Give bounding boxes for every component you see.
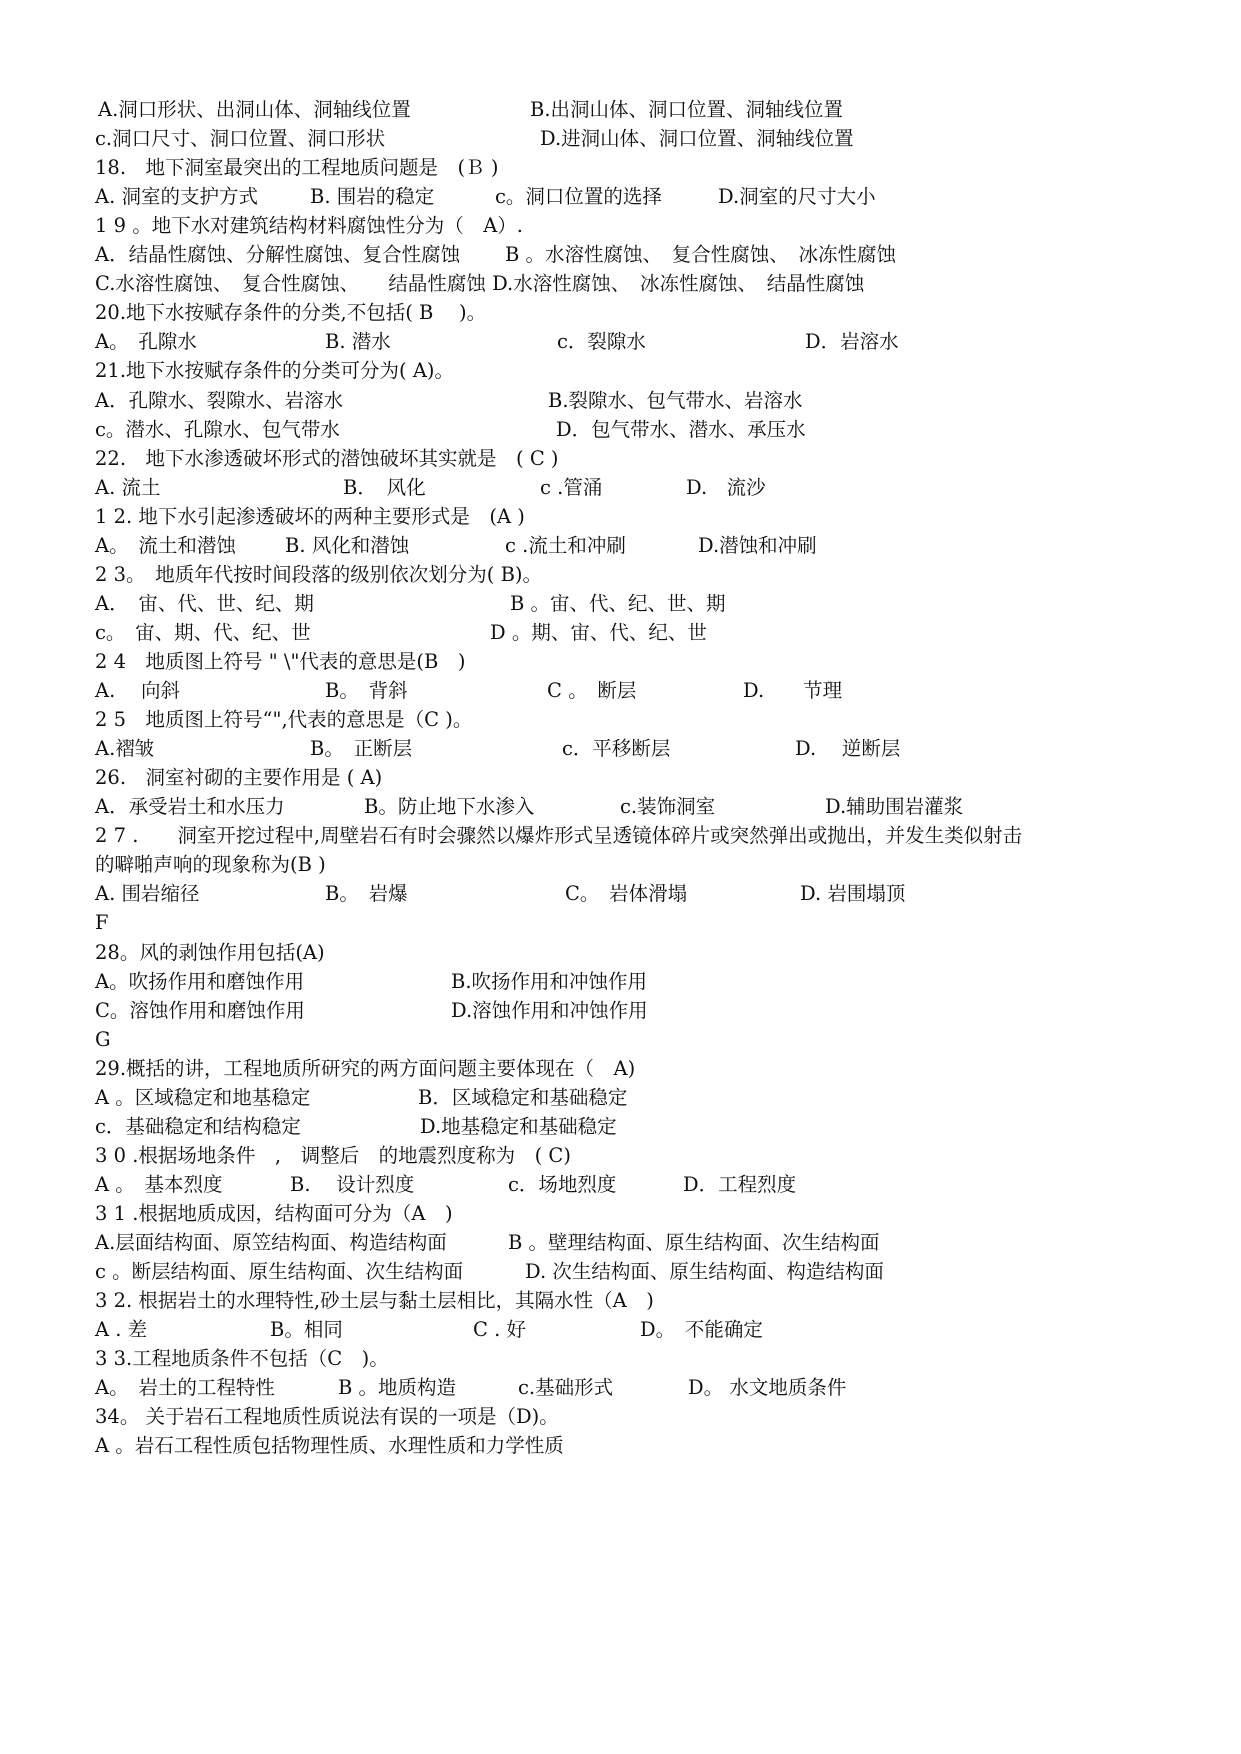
- line-text: 20.地下水按赋存条件的分类,不包括( B )。: [95, 301, 487, 325]
- text-line: [0, 996, 1241, 1026]
- line-text: 28。风的剥蚀作用包括(A): [95, 940, 325, 964]
- option-text: A 。区域稳定和地基稳定: [95, 1085, 311, 1109]
- text-line: [0, 908, 1241, 938]
- option-text: c．平移断层: [562, 737, 671, 761]
- line-text: A 。岩石工程性质包括物理性质、水理性质和力学性质: [95, 1434, 564, 1458]
- text-line: [0, 327, 1241, 357]
- text-line: [0, 1315, 1241, 1345]
- line-text: 的噼啪声响的现象称为(B ): [95, 853, 326, 877]
- option-text: A． 宙、代、世、纪、期: [95, 591, 314, 615]
- option-text: A.褶皱: [95, 737, 155, 761]
- text-line: [0, 502, 1241, 532]
- option-text: D.潜蚀和冲刷: [698, 533, 817, 557]
- option-text: D.地基稳定和基础稳定: [420, 1114, 617, 1138]
- text-line: [0, 560, 1241, 590]
- text-line: [0, 1054, 1241, 1084]
- line-text: 3 2. 根据岩土的水理特性,砂土层与黏土层相比，其隔水性（A ): [95, 1289, 654, 1312]
- option-text: c.装饰洞室: [620, 795, 716, 819]
- text-line: [0, 1112, 1241, 1142]
- text-line: [0, 473, 1241, 503]
- option-text: c.洞口尺寸、洞口位置、洞口形状: [95, 127, 386, 150]
- option-text: D. 节理: [743, 679, 843, 702]
- option-text: B.出洞山体、洞口位置、洞轴线位置: [530, 98, 844, 121]
- option-text: B.吹扬作用和冲蚀作用: [451, 969, 648, 993]
- option-text: C 。 断层: [547, 679, 637, 702]
- text-line: [0, 356, 1241, 386]
- line-text: 21.地下水按赋存条件的分类可分为( A)。: [95, 359, 455, 383]
- text-line: [0, 792, 1241, 822]
- text-line: [0, 95, 1241, 125]
- option-text: A. 向斜: [95, 679, 180, 702]
- text-line: [0, 211, 1241, 241]
- text-line: [0, 444, 1241, 474]
- text-line: [0, 1228, 1241, 1258]
- text-line: [0, 182, 1241, 212]
- text-line: [0, 1257, 1241, 1287]
- line-text: 3 0 .根据场地条件 , 调整后 的地震烈度称为 ( C): [95, 1143, 571, 1167]
- text-line: [0, 1199, 1241, 1229]
- option-text: D．包气带水、潜水、承压水: [556, 417, 806, 441]
- option-text: D. 次生结构面、原生结构面、构造结构面: [525, 1260, 884, 1283]
- option-text: B。 岩爆: [325, 882, 408, 906]
- option-text: B. 设计烈度: [290, 1172, 415, 1196]
- text-line: [0, 1141, 1241, 1171]
- option-text: A．孔隙水、裂隙水、岩溶水: [95, 388, 344, 412]
- option-text: D．岩溶水: [805, 330, 899, 354]
- option-text: C。 岩体滑塌: [565, 882, 688, 906]
- option-text: D．工程烈度: [683, 1172, 797, 1196]
- text-line: [0, 1402, 1241, 1432]
- text-line: [0, 1170, 1241, 1200]
- option-text: A.洞口形状、出洞山体、洞轴线位置: [98, 98, 411, 121]
- line-text: 3 3.工程地质条件不包括（C )。: [95, 1347, 389, 1371]
- option-text: B 。壁理结构面、原生结构面、次生结构面: [508, 1231, 880, 1254]
- option-text: B。防止地下水渗入: [364, 795, 535, 819]
- option-text: B.裂隙水、包气带水、岩溶水: [548, 388, 803, 412]
- option-text: D.进洞山体、洞口位置、洞轴线位置: [540, 127, 854, 150]
- line-text: 26. 洞室衬砌的主要作用是 ( A): [95, 766, 383, 790]
- option-text: D.辅助围岩灌浆: [825, 795, 964, 819]
- option-text: A. 围岩缩径: [95, 882, 200, 906]
- option-text: c。 宙、期、代、纪、世: [95, 620, 311, 644]
- option-text: A．结晶性腐蚀、分解性腐蚀、复合性腐蚀: [95, 243, 461, 267]
- line-text: C.水溶性腐蚀、 复合性腐蚀、 结晶性腐蚀 D.水溶性腐蚀、 冰冻性腐蚀、 结晶性腐蚀: [95, 272, 865, 296]
- option-text: A 。 基本烈度: [95, 1172, 223, 1196]
- option-text: A。 流土和潜蚀: [95, 533, 236, 557]
- option-text: D.洞室的尺寸大小: [718, 185, 876, 209]
- option-text: B. 潜水: [325, 330, 391, 354]
- option-text: B 。水溶性腐蚀、 复合性腐蚀、 冰冻性腐蚀: [505, 243, 897, 267]
- line-text: F: [95, 911, 109, 935]
- option-text: B. 风化和潜蚀: [285, 533, 410, 557]
- line-text: 2 3。 地质年代按时间段落的级别依次划分为( B)。: [95, 562, 543, 586]
- option-text: c。潜水、孔隙水、包气带水: [95, 417, 340, 441]
- option-text: c 。断层结构面、原生结构面、次生结构面: [95, 1260, 464, 1283]
- text-line: [0, 153, 1241, 183]
- text-line: [0, 618, 1241, 648]
- option-text: A. 洞室的支护方式: [95, 185, 258, 209]
- text-line: [0, 589, 1241, 619]
- line-text: 1 2. 地下水引起渗透破坏的两种主要形式是 (A ): [95, 504, 525, 528]
- text-line: [0, 763, 1241, 793]
- option-text: c .流土和冲刷: [505, 533, 626, 557]
- option-text: B。 正断层: [310, 737, 413, 761]
- option-text: A．承受岩土和水压力: [95, 795, 285, 819]
- line-text: 1 9 。地下水对建筑结构材料腐蚀性分为（ A）.: [95, 214, 523, 238]
- option-text: B 。宙、代、纪、世、期: [510, 591, 726, 615]
- option-text: D. 逆断层: [795, 737, 901, 761]
- option-text: B． 风化: [343, 475, 426, 499]
- line-text: 2 7 . 洞室开挖过程中,周壁岩石有时会骤然以爆炸形式呈透镜体碎片或突然弹出或抛出，并发生类似射击: [95, 824, 1023, 848]
- option-text: c．裂隙水: [557, 330, 646, 354]
- option-text: B. 围岩的稳定: [310, 185, 435, 209]
- text-line: [0, 269, 1241, 299]
- line-text: 2 5 地质图上符号“",代表的意思是（C )。: [95, 708, 473, 732]
- option-text: A . 差: [95, 1318, 148, 1342]
- text-line: [0, 531, 1241, 561]
- text-line: [0, 879, 1241, 909]
- text-line: [0, 298, 1241, 328]
- text-line: [0, 938, 1241, 968]
- text-line: [0, 240, 1241, 270]
- text-line: [0, 734, 1241, 764]
- option-text: c .管涌: [540, 475, 603, 499]
- line-text: 2 4 地质图上符号 " \"代表的意思是(B ): [95, 650, 466, 673]
- option-text: c．场地烈度: [508, 1172, 617, 1196]
- text-line: [0, 1431, 1241, 1461]
- text-line: [0, 1083, 1241, 1113]
- text-line: [0, 1344, 1241, 1374]
- option-text: A。吹扬作用和磨蚀作用: [95, 969, 305, 993]
- option-text: C . 好: [473, 1318, 527, 1342]
- text-line: [0, 415, 1241, 445]
- line-text: 22. 地下水渗透破坏形式的潜蚀破坏其实就是 ( C ): [95, 446, 559, 470]
- text-line: [0, 821, 1241, 851]
- option-text: A。 岩土的工程特性: [95, 1376, 275, 1400]
- line-text: 18. 地下洞室最突出的工程地质问题是 (Ｂ ): [95, 156, 499, 180]
- option-text: D。 水文地质条件: [688, 1376, 847, 1400]
- text-line: [0, 386, 1241, 416]
- option-text: D. 岩围塌顶: [800, 882, 906, 906]
- text-line: [0, 850, 1241, 880]
- line-text: 34。 关于岩石工程地质性质说法有误的一项是（D)。: [95, 1405, 559, 1429]
- option-text: D. 流沙: [686, 475, 766, 499]
- option-text: c.基础形式: [518, 1376, 614, 1400]
- option-text: B 。地质构造: [338, 1376, 457, 1400]
- option-text: D。 不能确定: [640, 1318, 763, 1342]
- option-text: A。 孔隙水: [95, 330, 197, 354]
- option-text: D 。期、宙、代、纪、世: [490, 620, 707, 644]
- line-text: 3 1 .根据地质成因，结构面可分为（A ): [95, 1201, 453, 1225]
- text-line: [0, 705, 1241, 735]
- line-text: 29.概括的讲，工程地质所研究的两方面问题主要体现在（ A): [95, 1056, 636, 1080]
- text-line: [0, 647, 1241, 677]
- option-text: D.溶蚀作用和冲蚀作用: [451, 998, 648, 1022]
- option-text: C。溶蚀作用和磨蚀作用: [95, 998, 305, 1022]
- option-text: B。 背斜: [325, 679, 408, 702]
- option-text: c．基础稳定和结构稳定: [95, 1114, 301, 1138]
- text-line: [0, 124, 1241, 154]
- text-line: [0, 1286, 1241, 1316]
- text-line: [0, 967, 1241, 997]
- text-line: [0, 1373, 1241, 1403]
- option-text: A. 流土: [95, 475, 161, 499]
- line-text: G: [95, 1027, 111, 1051]
- option-text: B。相同: [270, 1318, 343, 1342]
- option-text: c。洞口位置的选择: [495, 185, 662, 209]
- option-text: A.层面结构面、原笠结构面、构造结构面: [95, 1231, 447, 1254]
- option-text: B．区域稳定和基础稳定: [418, 1085, 628, 1109]
- text-line: [0, 1025, 1241, 1055]
- text-line: [0, 676, 1241, 706]
